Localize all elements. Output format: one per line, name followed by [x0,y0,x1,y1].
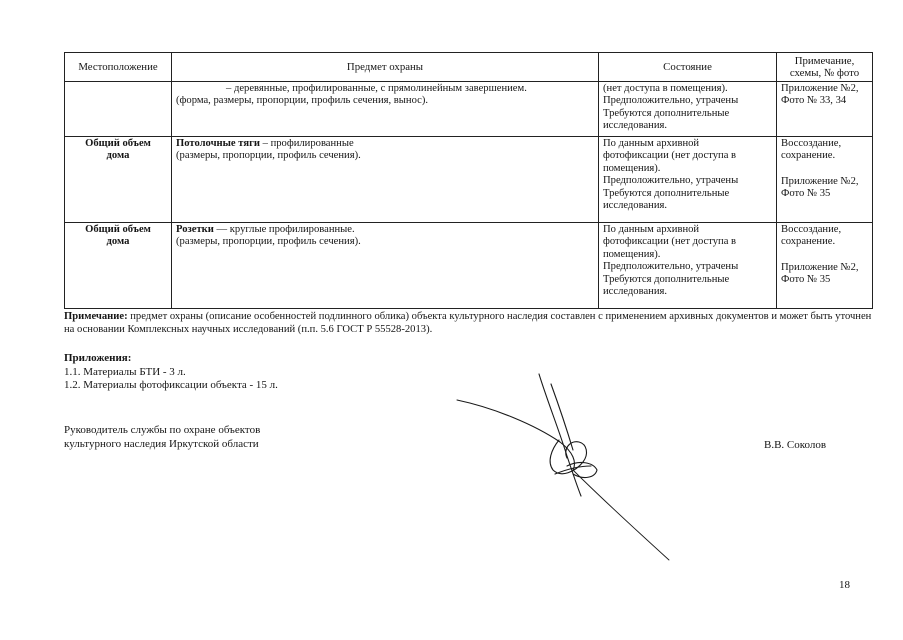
subject-rest: — круглые профилированные. [213,224,355,235]
condition-cell [599,223,777,309]
condition-line: Требуются дополнительные [603,273,730,285]
subject-line: (размеры, пропорции, профиль сечения). [176,236,361,248]
condition-line: исследования. [603,200,668,212]
handwritten-signature-icon [455,370,680,565]
appendices-heading: Приложения [64,352,128,364]
table-row [65,223,873,309]
header-condition: Состояние [599,53,777,82]
signatory-name: В.В. Соколов [764,439,827,451]
notes-line: Приложение №2, [781,261,859,273]
header-location: Местоположение [65,53,172,82]
notes-cell [777,82,873,137]
table-header-row [65,53,873,82]
remark-paragraph [64,311,874,336]
condition-line: Предположительно, утрачены [603,95,739,107]
signatory-position [64,424,260,451]
condition-line: исследования. [603,120,668,132]
condition-line: Требуются дополнительные [603,107,730,119]
subject-rest: – профилированные [260,138,354,149]
signatory-position-line: Руководитель службы по охране объектов [64,424,261,436]
notes-line: Приложение №2, [781,83,859,94]
condition-line: Предположительно, утрачены [603,261,739,273]
condition-line: Требуются дополнительные [603,187,730,199]
subject-line: (размеры, пропорции, профиль сечения). [176,150,361,162]
notes-line: Воссоздание, [781,224,842,235]
notes-line: Приложение №2, [781,175,859,187]
notes-line: Воссоздание, [781,138,842,149]
remark-label: Примечание: [64,311,128,322]
location-line: дома [106,236,130,248]
subject-line: – деревянные, профилированные, с прямолинейным завершением. [226,83,527,94]
condition-line: помещения). [603,248,661,260]
location-cell [65,137,172,223]
condition-line: (нет доступа в помещения). [603,83,728,94]
subject-line: (форма, размеры, пропорции, профиль сечения, вынос). [176,95,429,107]
location-line: Общий объем [85,138,151,149]
location-cell [65,82,172,137]
condition-cell [599,82,777,137]
condition-line: Предположительно, утрачены [603,175,739,187]
appendices-block: Приложения: 1.1. Материалы БТИ - 3 л. 1.2. Материалы фотофиксации объекта - 15 л. [64,352,278,391]
subject-cell [172,223,599,309]
condition-line: фотофиксации (нет доступа в [603,150,737,162]
header-subject: Предмет охраны [172,53,599,82]
subject-lead: Потолочные тяги [176,138,260,149]
page-number: 18 [839,579,850,591]
appendix-item: 1.2. Материалы фотофиксации объекта - 15 л. [64,379,278,391]
notes-cell [777,223,873,309]
location-line: дома [106,150,130,162]
subject-cell [172,137,599,223]
notes-line: сохранение. [781,236,836,248]
condition-line: помещения). [603,162,661,174]
remark-text: предмет охраны (описание особенностей подлинного облика) объекта культурного наследия составлен с применением архивных документов и может быть уточнен на основании Комплексных научных исследований (п.п. 5.6 ГОСТ Р 55528-2013). [64,311,872,335]
condition-line: фотофиксации (нет доступа в [603,236,737,248]
header-notes-line1: Примечание, [794,55,855,67]
condition-line: По данным архивной [603,224,700,235]
header-notes [777,53,873,82]
table-row [65,82,873,137]
notes-line: Фото № 35 [781,274,831,286]
location-cell [65,223,172,309]
header-notes-line2: схемы, № фото [789,67,860,79]
protection-subject-table [64,52,873,309]
appendix-item: 1.1. Материалы БТИ - 3 л. [64,365,186,378]
location-line: Общий объем [85,224,151,235]
notes-line: Фото № 35 [781,188,831,200]
condition-line: исследования. [603,286,668,298]
subject-lead: Розетки [176,224,214,235]
table-row [65,137,873,223]
notes-cell [777,137,873,223]
condition-cell [599,137,777,223]
notes-line: сохранение. [781,150,836,162]
signatory-position-line: культурного наследия Иркутской области [64,437,259,450]
subject-cell [172,82,599,137]
condition-line: По данным архивной [603,138,700,149]
notes-line: Фото № 33, 34 [781,95,847,107]
